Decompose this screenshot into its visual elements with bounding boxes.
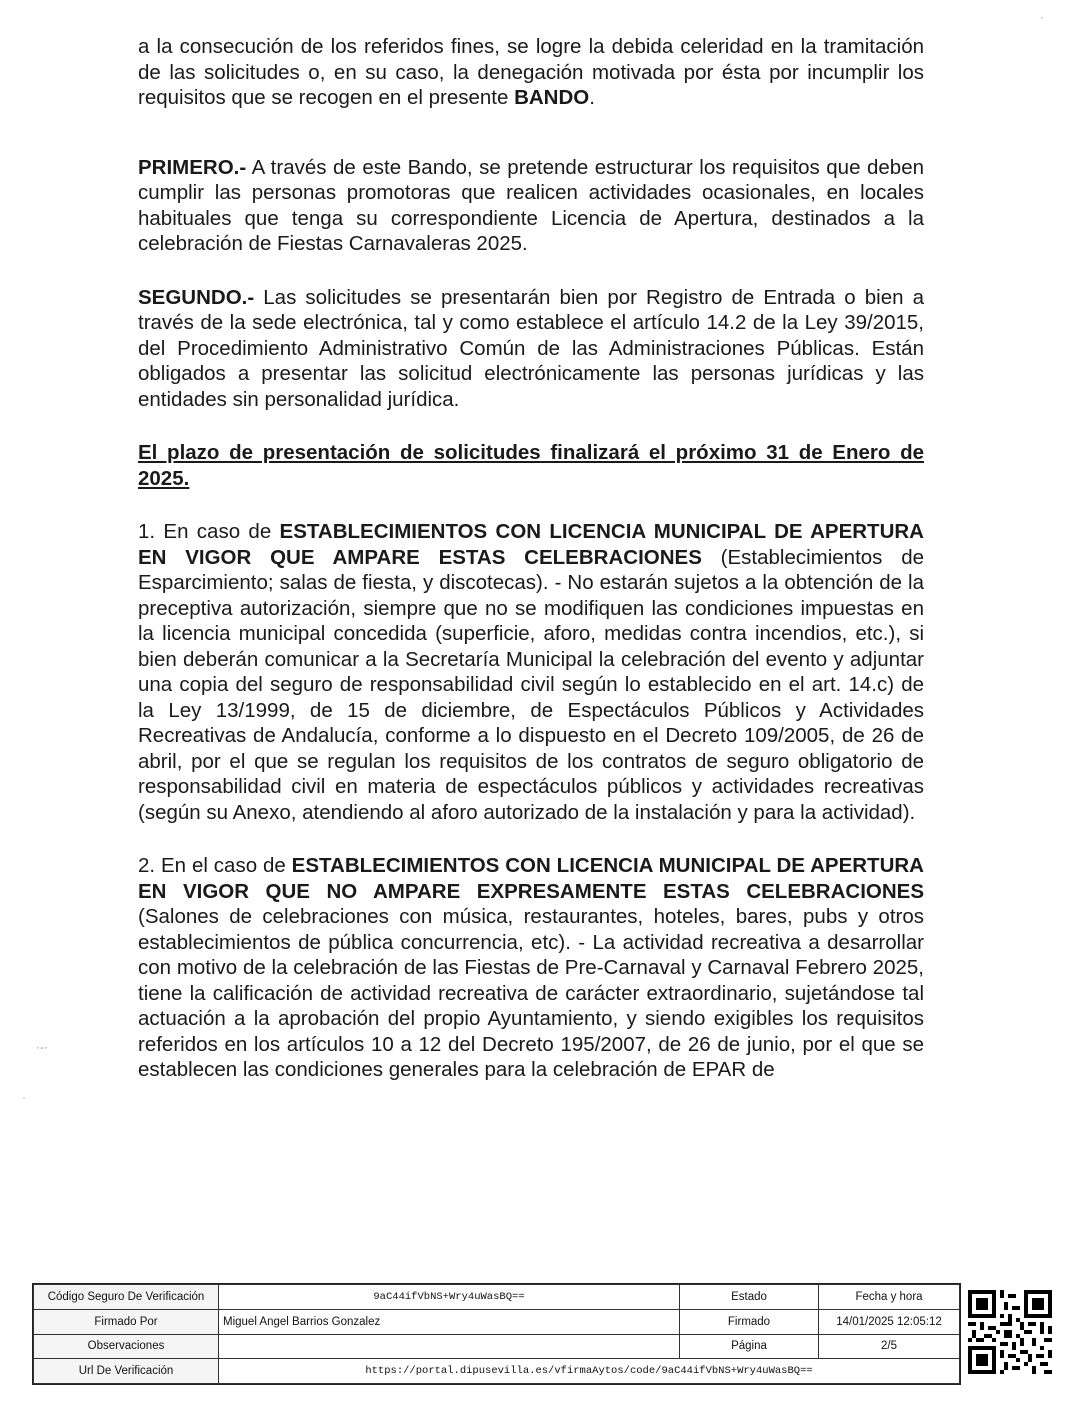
observaciones-label: Observaciones xyxy=(34,1334,219,1359)
codigo-value: 9aC44ifVbNS+Wry4uWasBQ== xyxy=(219,1285,680,1310)
verification-footer xyxy=(32,1283,961,1385)
document-body xyxy=(138,34,924,1111)
plazo-paragraph: El plazo de presentación de solicitudes finalizará el próximo 31 de Enero de 2025. xyxy=(138,441,924,490)
scan-speck: · xyxy=(22,1090,26,1104)
scan-speck: · xyxy=(1040,10,1044,24)
qr-code-icon xyxy=(968,1290,1052,1374)
bold-text-run: PRIMERO.- xyxy=(138,155,247,179)
bold-text-run: SEGUNDO.- xyxy=(138,285,255,309)
text-run: 1. En caso de xyxy=(138,520,280,543)
text-run: a la consecución de los referidos fines, se logre la debida celeridad en la tramitación de las solicitudes o, en su caso, la denegación motivada por ésta por incumplir los requisitos que se recogen en el presente xyxy=(138,35,924,109)
bold-text-run: BANDO xyxy=(514,86,590,109)
scan-speck: ·-· xyxy=(36,1040,48,1054)
observaciones-value xyxy=(219,1334,680,1359)
firmado-label: Firmado Por xyxy=(34,1309,219,1334)
text-run: A través de este Bando, se pretende estructurar los requisitos que deben cumplir las personas promotoras que realicen actividades ocasionales, en locales habituales que tenga su correspondiente Licencia de Apertura, destinados a la celebración de Fiestas Carnavaleras 2025. xyxy=(138,155,924,255)
text-run: Las solicitudes se presentarán bien por Registro de Entrada o bien a través de la sede electrónica, tal y como establece el artículo 14.2 de la Ley 39/2015, del Procedimiento Administrativo Común de las Administraciones Públicas. Están obligados a presentar las solicitud electrónicamente las personas jurídicas y las entidades sin personalidad jurídica. xyxy=(138,285,924,411)
pagina-value: 2/5 xyxy=(819,1334,960,1359)
url-value[interactable]: https://portal.dipusevilla.es/vfirmaAytos/code/9aC44ifVbNS+Wry4uWasBQ== xyxy=(219,1359,960,1384)
intro-paragraph xyxy=(138,34,924,111)
item-1-paragraph xyxy=(138,519,924,825)
estado-label: Estado xyxy=(680,1285,819,1310)
text-run: (Establecimientos de Esparcimiento; salas de fiesta, y discotecas). - No estarán sujetos a la obtención de la preceptiva autorización, siempre que no se modifiquen las condiciones impuestas en la licencia municipal concedida (superficie, aforo, medidas contra incendios, etc.), si bien deberán comunicar a la Secretaría Municipal la celebración del evento y adjuntar una copia del seguro de responsabilidad civil según lo establecido en el art. 14.c) de la Ley 13/1999, de 15 de diciembre, de Espectáculos Públicos y Actividades Recreativas de Andalucía, conforme a lo dispuesto en el Decreto 109/2005, de 26 de abril, por el que se regulan los requisitos de los contratos de seguro obligatorio de responsabilidad civil en materia de espectáculos públicos y actividades recreativas (según su Anexo, atendiendo al aforo autorizado de la instalación y para la actividad). xyxy=(138,545,924,824)
text-run: (Salones de celebraciones con música, restaurantes, hoteles, bares, pubs y otros establecimientos de pública concurrencia, etc). - La actividad recreativa a desarrollar con motivo de la celebración de las Fiestas de Pre-Carnaval y Carnaval Febrero 2025, tiene la calificación de actividad recreativa de carácter extraordinario, sujetándose tal actuación a la aprobación del propio Ayuntamiento, y siendo exigibles los requisitos referidos en los artículos 10 a 12 del Decreto 195/2007, de 26 de junio, por el que se establecen las condiciones generales para la celebración de EPAR de xyxy=(138,905,924,1081)
item-2-paragraph xyxy=(138,853,924,1083)
bold-text-run: ESTABLECIMIENTOS CON LICENCIA MUNICIPAL DE APERTURA EN VIGOR QUE NO AMPARE EXPRESAMENTE ESTAS CELEBRACIONES xyxy=(138,854,924,903)
verification-table xyxy=(33,1284,960,1384)
bold-text-run: ESTABLECIMIENTOS CON LICENCIA MUNICIPAL DE APERTURA EN VIGOR QUE AMPARE ESTAS CELEBRACIONES xyxy=(138,520,924,569)
primero-paragraph xyxy=(138,155,924,257)
text-run: 2. En el caso de xyxy=(138,854,292,877)
firmado-value: Miguel Angel Barrios Gonzalez xyxy=(219,1309,680,1334)
fecha-value: 14/01/2025 12:05:12 xyxy=(819,1309,960,1334)
codigo-label: Código Seguro De Verificación xyxy=(34,1285,219,1310)
url-label: Url De Verificación xyxy=(34,1359,219,1384)
fecha-label: Fecha y hora xyxy=(819,1285,960,1310)
text-run: . xyxy=(589,86,595,109)
pagina-label: Página xyxy=(680,1334,819,1359)
segundo-paragraph xyxy=(138,285,924,413)
estado-value: Firmado xyxy=(680,1309,819,1334)
